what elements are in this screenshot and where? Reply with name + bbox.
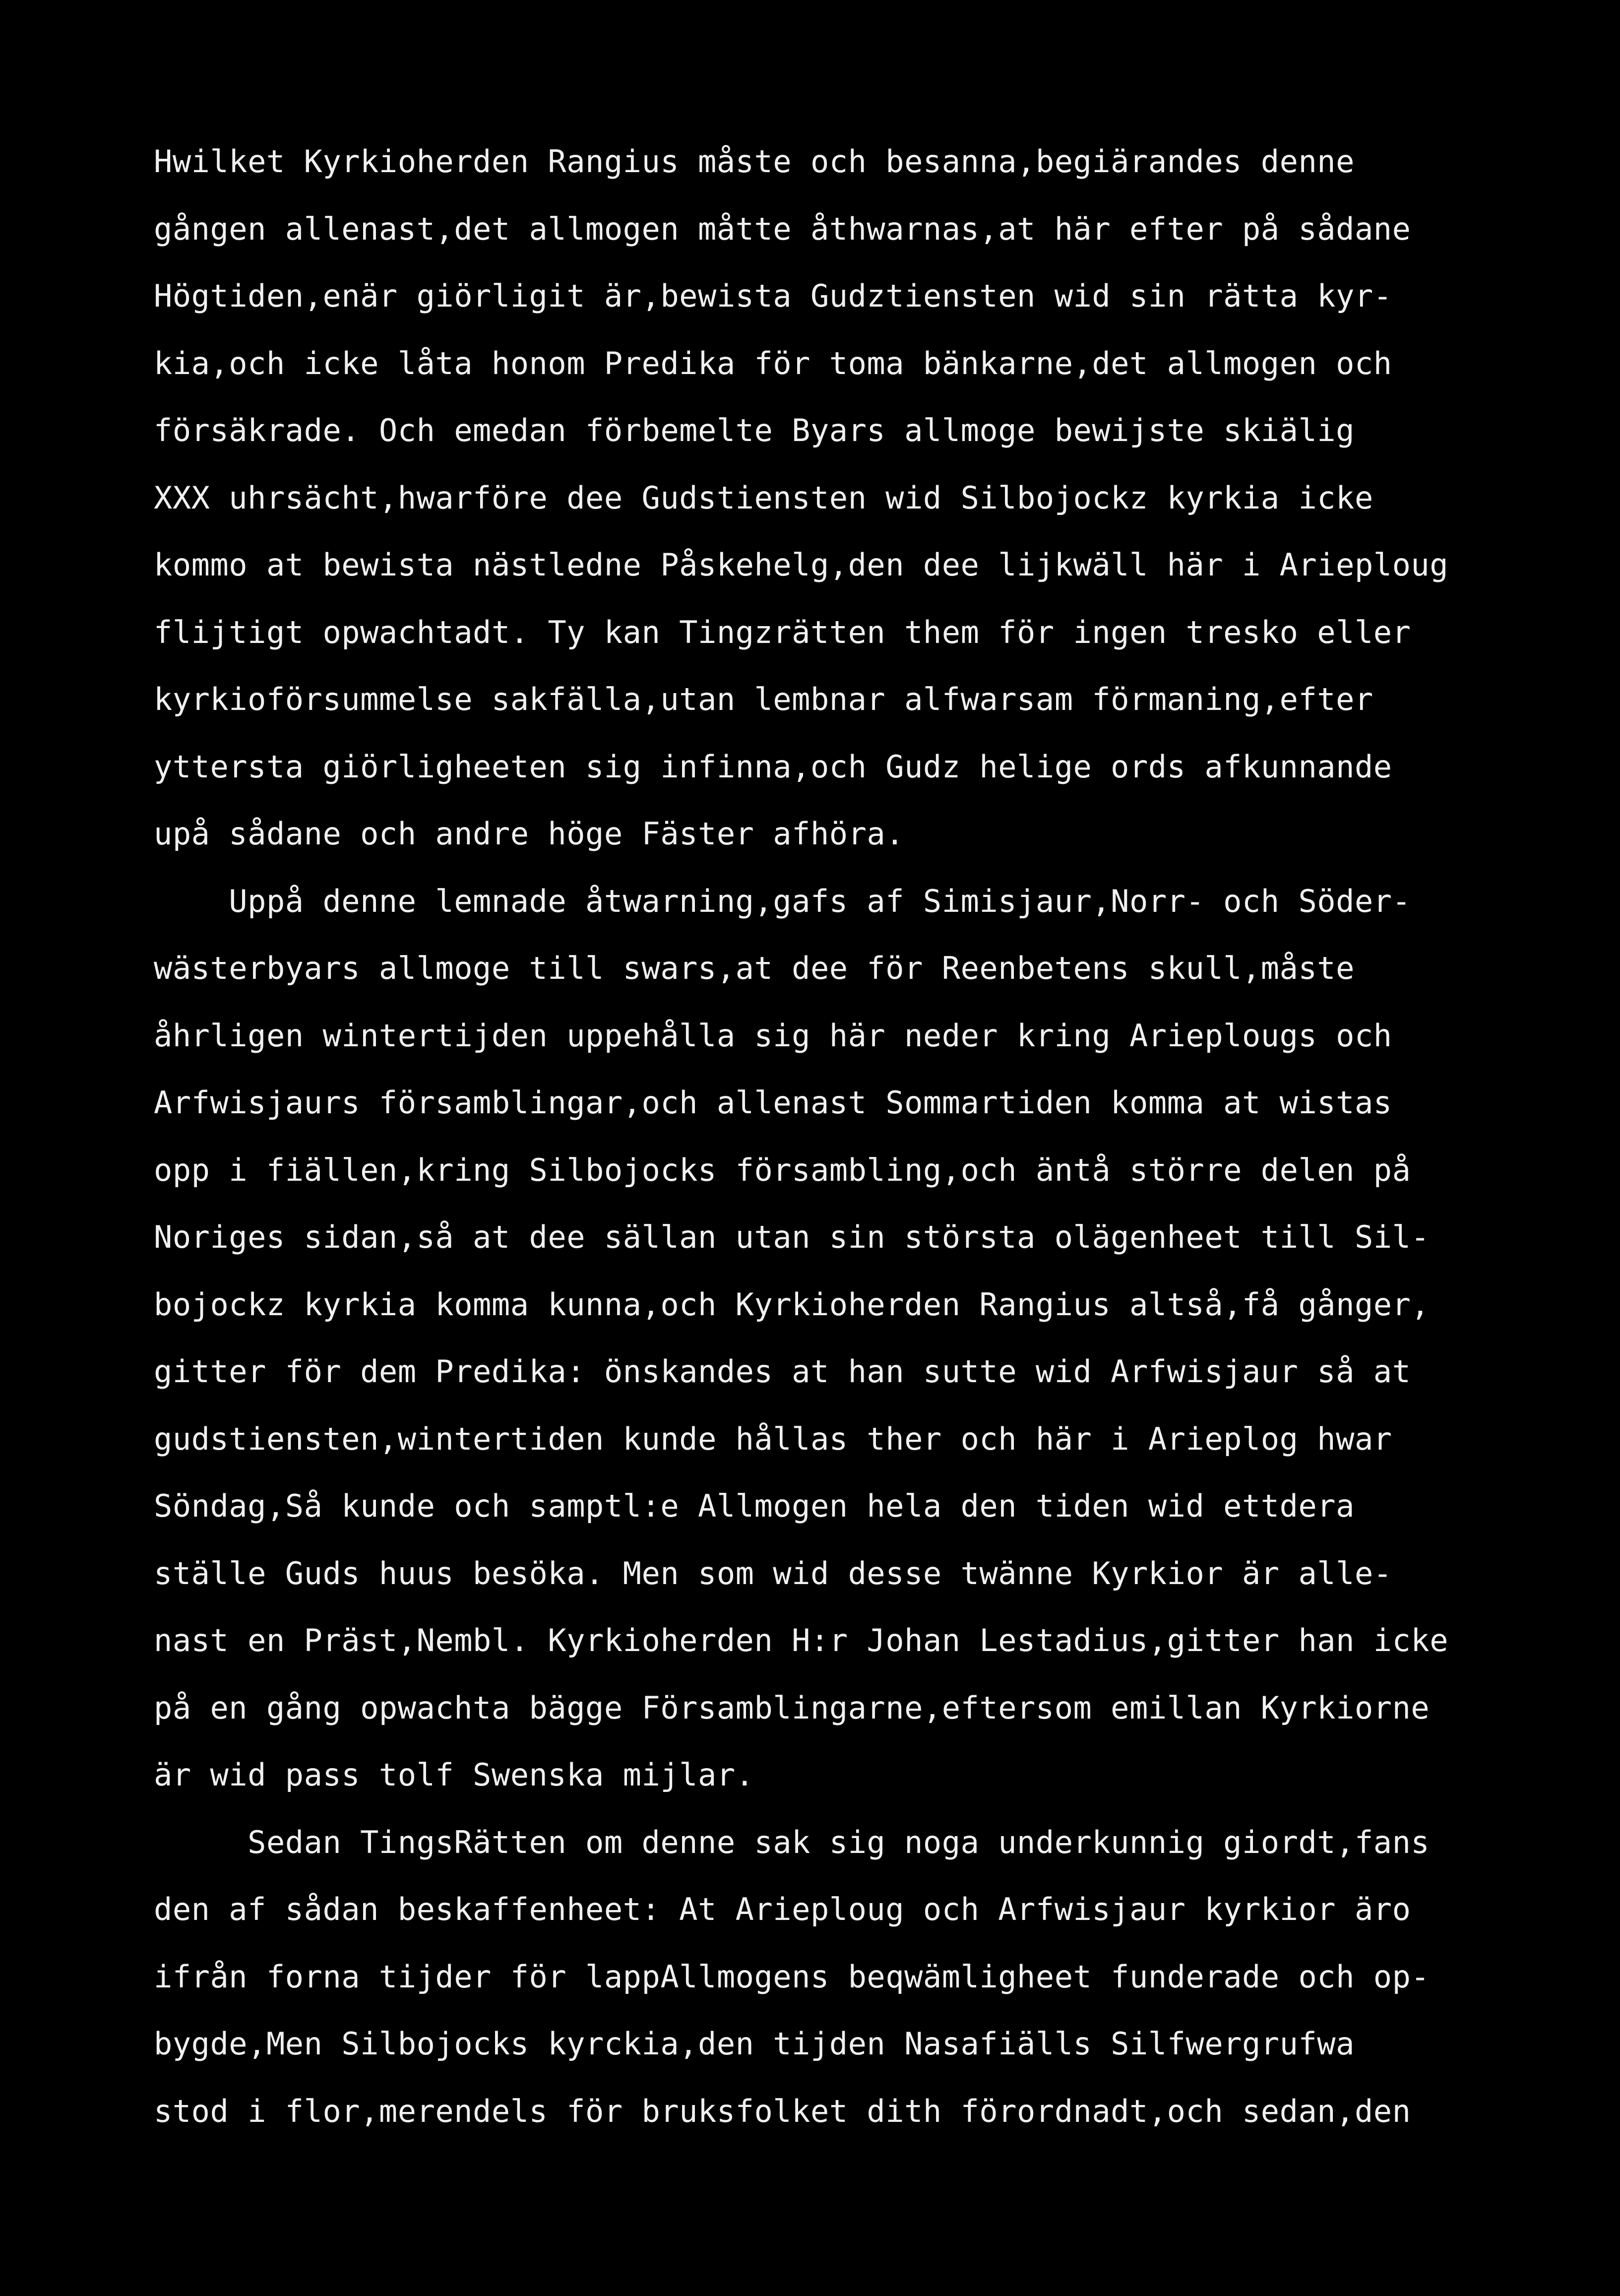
text-line: upå sådane och andre höge Fäster afhöra. bbox=[154, 816, 905, 852]
text-line: Söndag,Så kunde och samptl:e Allmogen hela den tiden wid ettdera bbox=[154, 1488, 1355, 1524]
text-line: bygde,Men Silbojocks kyrckia,den tijden Nasafiälls Silfwergrufwa bbox=[154, 2026, 1355, 2062]
text-line: nast en Präst,Nembl. Kyrkioherden H:r Johan Lestadius,gitter han icke bbox=[154, 1622, 1449, 1658]
text-line: opp i fiällen,kring Silbojocks försambling,och äntå större delen på bbox=[154, 1151, 1411, 1188]
text-line: ifrån forna tijder för lappAllmogens beqwämligheet funderade och op- bbox=[154, 1958, 1430, 1995]
text-line: Uppå denne lemnade åtwarning,gafs af Simisjaur,Norr- och Söder- bbox=[154, 883, 1411, 919]
text-line: gången allenast,det allmogen måtte åthwarnas,at här efter på sådane bbox=[154, 210, 1411, 247]
text-line: flijtigt opwachtadt. Ty kan Tingzrätten them för ingen tresko eller bbox=[154, 614, 1411, 650]
text-line: stod i flor,merendels för bruksfolket dith förordnadt,och sedan,den bbox=[154, 2093, 1411, 2129]
typewritten-text-block bbox=[154, 128, 1533, 2145]
text-line: åhrligen wintertijden uppehålla sig här neder kring Arieplougs och bbox=[154, 1017, 1392, 1054]
text-line: gudstiensten,wintertiden kunde hållas ther och här i Arieplog hwar bbox=[154, 1420, 1392, 1457]
text-line: bojockz kyrkia komma kunna,och Kyrkioherden Rangius altså,få gånger, bbox=[154, 1286, 1430, 1323]
text-line: är wid pass tolf Swenska mijlar. bbox=[154, 1757, 754, 1793]
text-line: försäkrade. Och emedan förbemelte Byars allmoge bewijste skiälig bbox=[154, 412, 1355, 448]
text-line: Arfwisjaurs församblingar,och allenast Sommartiden komma at wistas bbox=[154, 1084, 1392, 1121]
text-line: på en gång opwachta bägge Församblingarne,eftersom emillan Kyrkiorne bbox=[154, 1689, 1430, 1726]
text-line: kia,och icke låta honom Predika för toma bänkarne,det allmogen och bbox=[154, 345, 1392, 382]
text-line: ställe Guds huus besöka. Men som wid desse twänne Kyrkior är alle- bbox=[154, 1555, 1392, 1592]
text-line: wästerbyars allmoge till swars,at dee för Reenbetens skull,måste bbox=[154, 950, 1355, 986]
text-line: Högtiden,enär giörligit är,bewista Gudztiensten wid sin rätta kyr- bbox=[154, 278, 1392, 314]
text-line: kommo at bewista nästledne Påskehelg,den dee lijkwäll här i Arieploug bbox=[154, 547, 1449, 583]
text-line: yttersta giörligheeten sig infinna,och Gudz helige ords afkunnande bbox=[154, 748, 1392, 785]
text-line: Hwilket Kyrkioherden Rangius måste och besanna,begiärandes denne bbox=[154, 143, 1355, 180]
text-line: Sedan TingsRätten om denne sak sig noga underkunnig giordt,fans bbox=[154, 1824, 1430, 1860]
text-line: den af sådan beskaffenheet: At Arieploug och Arfwisjaur kyrkior äro bbox=[154, 1891, 1411, 1927]
text-line: kyrkioförsummelse sakfälla,utan lembnar alfwarsam förmaning,efter bbox=[154, 681, 1373, 717]
text-line: gitter för dem Predika: önskandes at han sutte wid Arfwisjaur så at bbox=[154, 1353, 1411, 1390]
text-line: XXX uhrsächt,hwarföre dee Gudstiensten wid Silbojockz kyrkia icke bbox=[154, 479, 1373, 516]
text-line: Noriges sidan,så at dee sällan utan sin största olägenheet till Sil- bbox=[154, 1219, 1430, 1255]
